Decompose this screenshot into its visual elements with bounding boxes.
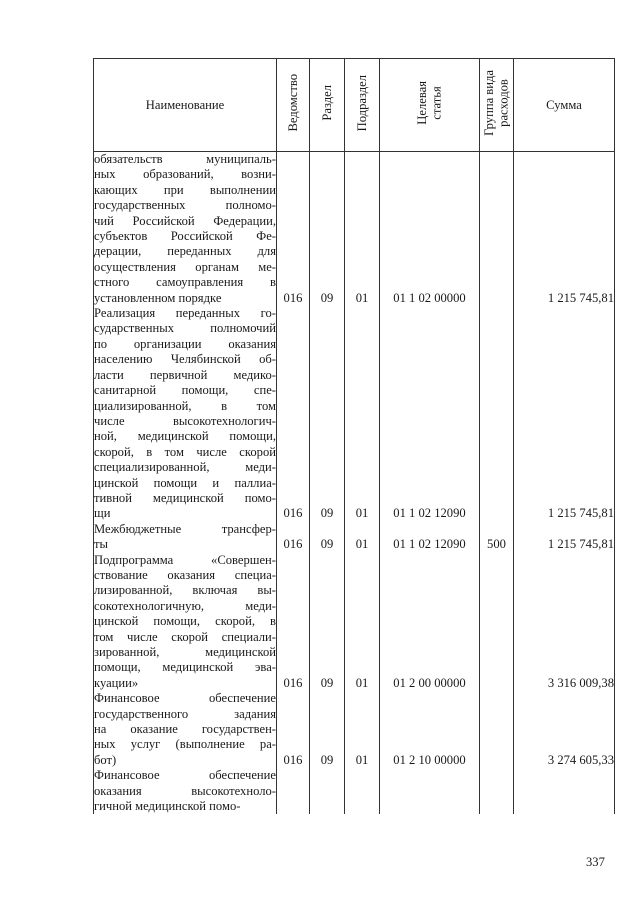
- row-name-line: сокотехнологичную, меди-: [94, 598, 276, 613]
- header-name: Наименование: [94, 59, 277, 152]
- row-summa: 1 215 745,81: [514, 152, 615, 307]
- row-name-line: Реализация переданных го-: [94, 306, 276, 321]
- row-summa: 1 215 745,81: [514, 522, 615, 553]
- row-name-line: скорой, в том числе скорой: [94, 444, 276, 459]
- row-name-line: дерации, переданных для: [94, 244, 276, 259]
- row-name-line: том числе скорой специали-: [94, 629, 276, 644]
- row-gruppa-rashodov: [480, 768, 514, 814]
- row-name-line: Финансовое обеспечение: [94, 768, 276, 783]
- row-name-line: государственного задания: [94, 706, 276, 721]
- row-name-line: ных образований, возни-: [94, 167, 276, 182]
- row-podrazdel: 01: [345, 522, 380, 553]
- row-name: [94, 522, 277, 553]
- row-name-line: бот): [94, 752, 117, 767]
- row-name-line: стного самоуправления в: [94, 275, 276, 290]
- row-name: [94, 306, 277, 522]
- row-name-line: помощи, медицинской эва-: [94, 660, 276, 675]
- row-gruppa-rashodov: [480, 306, 514, 522]
- header-razdel: Раздел: [310, 59, 345, 152]
- row-razdel: 09: [310, 522, 345, 553]
- row-name: [94, 691, 277, 768]
- row-celevaya-statya: 01 1 02 12090: [380, 306, 480, 522]
- header-summa: Сумма: [514, 59, 615, 152]
- row-name-line: тивной медицинской помо-: [94, 490, 276, 505]
- row-gruppa-rashodov: [480, 152, 514, 307]
- row-vedomstvo: 016: [277, 152, 310, 307]
- row-summa: 1 215 745,81: [514, 306, 615, 522]
- row-name-line: щи: [94, 506, 111, 521]
- row-razdel: 09: [310, 691, 345, 768]
- table-row: [94, 522, 615, 553]
- row-razdel: 09: [310, 553, 345, 692]
- row-name-line: санитарной помощи, спе-: [94, 383, 276, 398]
- row-vedomstvo: 016: [277, 522, 310, 553]
- row-name-line: оказания высокотехноло-: [94, 783, 276, 798]
- table-row: [94, 553, 615, 692]
- row-vedomstvo: 016: [277, 553, 310, 692]
- row-name-line: сударственных полномочий: [94, 321, 276, 336]
- row-name-line: Финансовое обеспечение: [94, 691, 276, 706]
- row-name-line: лизированной, включая вы-: [94, 583, 276, 598]
- row-summa: 3 274 605,33: [514, 691, 615, 768]
- row-gruppa-rashodov: [480, 553, 514, 692]
- row-podrazdel: [345, 768, 380, 814]
- row-name-line: ствование оказания специа-: [94, 567, 276, 582]
- page-number: 337: [586, 855, 605, 869]
- row-name-line: цинской помощи и паллиа-: [94, 475, 276, 490]
- row-name-line: числе высокотехнологич-: [94, 413, 276, 428]
- budget-table: [93, 58, 615, 814]
- row-podrazdel: 01: [345, 152, 380, 307]
- row-summa: 3 316 009,38: [514, 553, 615, 692]
- row-name: [94, 553, 277, 692]
- row-name-line: цинской помощи, скорой, в: [94, 614, 276, 629]
- row-name-line: населению Челябинской об-: [94, 352, 276, 367]
- row-gruppa-rashodov: [480, 691, 514, 768]
- row-name-line: гичной медицинской помо-: [94, 799, 241, 814]
- row-razdel: 09: [310, 152, 345, 307]
- row-name-line: на оказание государствен-: [94, 722, 276, 737]
- row-name-line: Межбюджетные трансфер-: [94, 521, 276, 536]
- row-celevaya-statya: 01 1 02 00000: [380, 152, 480, 307]
- row-name-line: ных услуг (выполнение ра-: [94, 737, 276, 752]
- row-name-line: государственных полномо-: [94, 198, 276, 213]
- row-vedomstvo: 016: [277, 691, 310, 768]
- row-podrazdel: 01: [345, 553, 380, 692]
- row-name-line: ной, медицинской помощи,: [94, 429, 276, 444]
- row-name: [94, 768, 277, 814]
- row-vedomstvo: 016: [277, 306, 310, 522]
- row-name-line: осуществления органам ме-: [94, 259, 276, 274]
- row-gruppa-rashodov: 500: [480, 522, 514, 553]
- row-name-line: куации»: [94, 675, 139, 690]
- row-name-line: чий Российской Федерации,: [94, 213, 276, 228]
- row-name-line: установленном порядке: [94, 290, 222, 305]
- header-podrazdel: Подраздел: [345, 59, 380, 152]
- row-name: [94, 152, 277, 307]
- row-name-line: Подпрограмма «Совершен-: [94, 552, 276, 567]
- row-celevaya-statya: 01 2 10 00000: [380, 691, 480, 768]
- row-razdel: [310, 768, 345, 814]
- row-name-line: кающих при выполнении: [94, 182, 276, 197]
- row-name-line: по организации оказания: [94, 336, 276, 351]
- row-name-line: обязательств муниципаль-: [94, 152, 276, 166]
- table-row: [94, 691, 615, 768]
- row-podrazdel: 01: [345, 306, 380, 522]
- header-vedomstvo: Ведомство: [277, 59, 310, 152]
- row-celevaya-statya: 01 2 00 00000: [380, 553, 480, 692]
- table-row: [94, 768, 615, 814]
- table-row: [94, 152, 615, 307]
- table-row: [94, 306, 615, 522]
- row-name-line: субъектов Российской Фе-: [94, 229, 276, 244]
- row-name-line: ты: [94, 537, 108, 552]
- row-name-line: циализированной, в том: [94, 398, 276, 413]
- row-name-line: ласти первичной медико-: [94, 367, 276, 382]
- row-summa: [514, 768, 615, 814]
- header-celevaya-statya: Целевая статья: [380, 59, 480, 152]
- header-row: [94, 59, 615, 152]
- row-podrazdel: 01: [345, 691, 380, 768]
- row-celevaya-statya: 01 1 02 12090: [380, 522, 480, 553]
- row-vedomstvo: [277, 768, 310, 814]
- header-gruppa-rashodov: Группа вида расходов: [480, 59, 514, 152]
- row-celevaya-statya: [380, 768, 480, 814]
- row-name-line: специализированной, меди-: [94, 460, 276, 475]
- table-body: [94, 152, 615, 815]
- row-name-line: зированной, медицинской: [94, 645, 276, 659]
- row-razdel: 09: [310, 306, 345, 522]
